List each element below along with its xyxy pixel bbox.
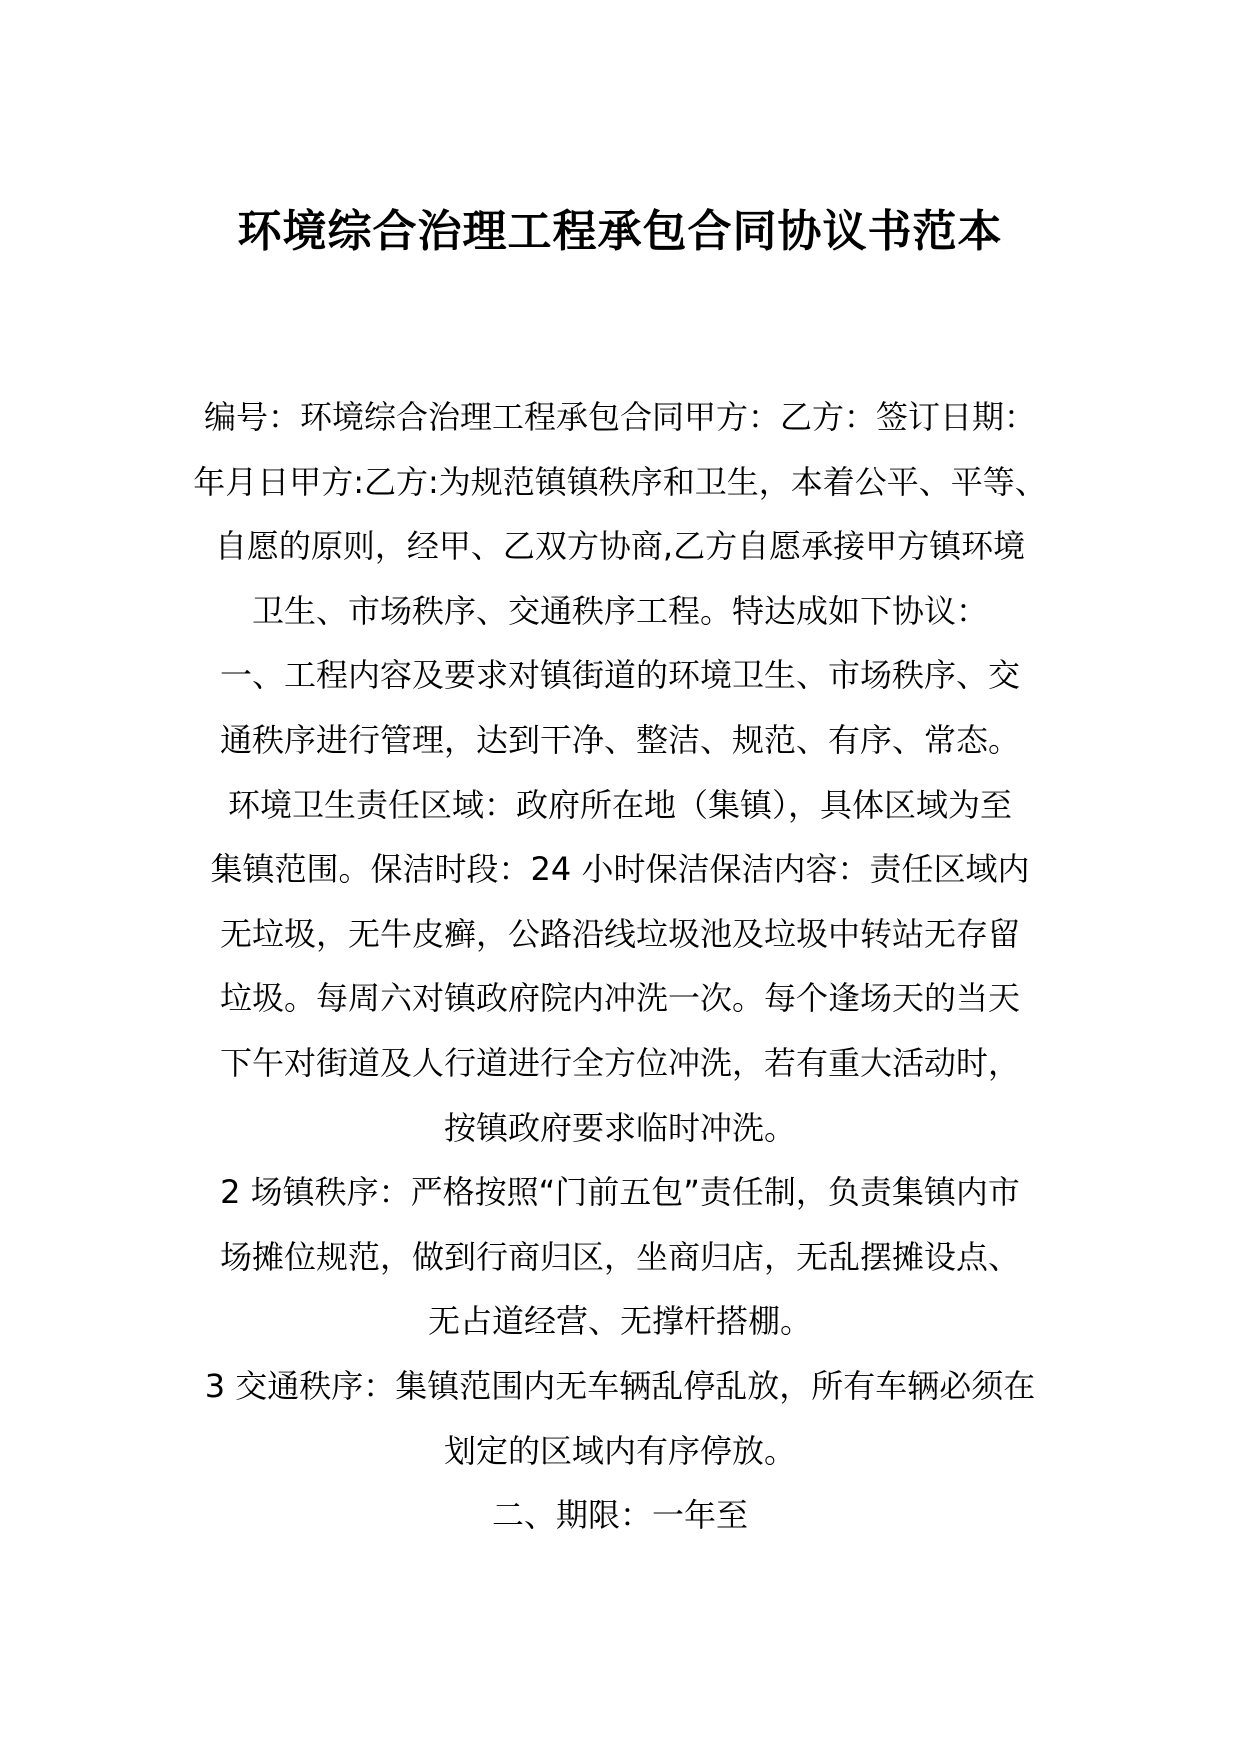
body-line: 下午对街道及人行道进行全方位冲洗，若有重大活动时， [219, 1043, 1020, 1082]
body-line: 编号：环境综合治理工程承包合同甲方：乙方：签订日期： [203, 398, 1036, 436]
body-line: 环境卫生责任区域：政府所在地（集镇），具体区域为至 [227, 785, 1012, 824]
body-line: 垃圾。每周六对镇政府院内冲洗一次。每个逢场天的当天 [219, 979, 1020, 1018]
body-line: 集镇范围。保洁时段：24 小时保洁保洁内容：责任区域内 [210, 850, 1030, 889]
body-line: 年月日甲方:乙方:为规范镇镇秩序和卫生，本着公平、平等、 [193, 462, 1047, 501]
body-line: 一、工程内容及要求对镇街道的环境卫生、市场秩序、交 [219, 656, 1020, 695]
body-line: 3 交通秩序：集镇范围内无车辆乱停乱放，所有车辆必须在 [204, 1366, 1036, 1405]
body-line: 2 场镇秩序：严格按照“门前五包”责任制，负责集镇内市 [220, 1173, 1020, 1212]
body-line: 无占道经营、无撑杆搭棚。 [427, 1302, 812, 1341]
body-line: 按镇政府要求临时冲洗。 [443, 1108, 796, 1147]
body-line: 二、期限：一年至 [491, 1496, 748, 1535]
document-body [185, 385, 1055, 1548]
document-title: 环境综合治理工程承包合同协议书范本 [237, 206, 1003, 257]
body-line: 划定的区域内有序停放。 [443, 1431, 796, 1470]
body-line: 自愿的原则，经甲、乙双方协商,乙方自愿承接甲方镇环境 [214, 527, 1026, 566]
body-line: 无垃圾，无牛皮癣，公路沿线垃圾池及垃圾中转站无存留 [219, 914, 1020, 953]
body-line: 场摊位规范，做到行商归区，坐商归店，无乱摆摊设点、 [219, 1237, 1020, 1276]
body-line: 通秩序进行管理，达到干净、整洁、规范、有序、常态。 [219, 720, 1020, 759]
body-line: 卫生、市场秩序、交通秩序工程。特达成如下协议： [251, 591, 988, 630]
